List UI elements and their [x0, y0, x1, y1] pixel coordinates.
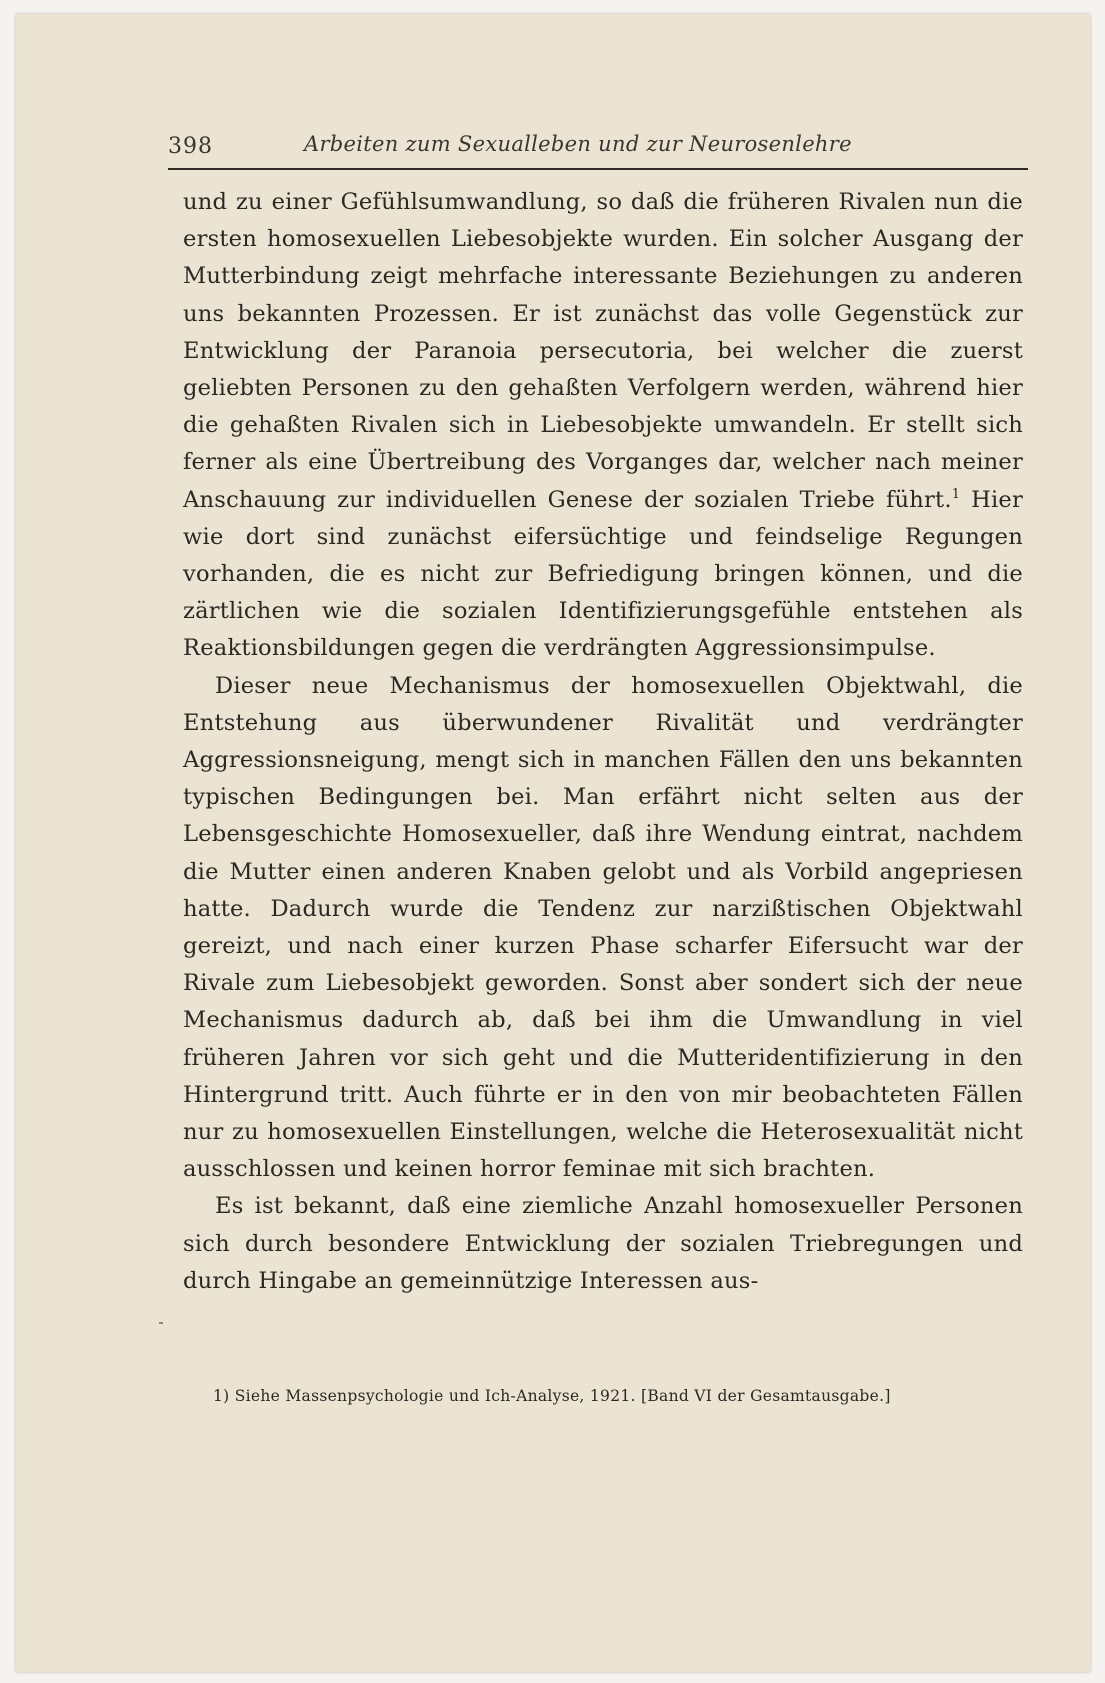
header-rule: [168, 168, 1028, 170]
paragraph-1-part-a: und zu einer Gefühlsumwandlung, so daß die früheren Rivalen nun die ersten homosexuellen Liebesobjekte wurden. Ein solcher Ausgang der Mutterbindung zeigt mehrfache interessante Beziehungen zu anderen uns bekannten Prozessen. Er ist zunächst das volle Gegenstück zur Entwicklung der Paranoia persecutoria, bei welcher die zuerst geliebten Personen zu den gehaßten Verfolgern werden, während hier die gehaßten Rivalen sich in Liebesobjekte umwandeln. Er stellt sich ferner als eine Übertreibung des Vorganges dar, welcher nach meiner Anschauung zur individuellen Genese der sozialen Triebe führt.: [183, 189, 1023, 513]
body-text: [183, 184, 1023, 1300]
page-header: [168, 128, 1028, 164]
footnote: 1) Siehe Massenpsychologie und Ich-Analyse, 1921. [Band VI der Gesamtausgabe.]: [213, 1387, 891, 1405]
paragraph-3: Es ist bekannt, daß eine ziemliche Anzahl homosexueller Personen sich durch besondere Entwicklung der sozialen Triebregungen und durch Hingabe an gemeinnützige Interessen aus-: [183, 1193, 1023, 1294]
footnote-reference: 1: [951, 486, 961, 502]
page-number: 398: [168, 134, 213, 159]
running-title: Arbeiten zum Sexualleben und zur Neurosenlehre: [304, 132, 852, 156]
margin-mark: [159, 1322, 163, 1324]
paragraph-1: [183, 184, 1023, 668]
paragraph-1-part-b: Hier wie dort sind zunächst eifersüchtige und feindselige Regungen vorhanden, die es nicht zur Befriedigung bringen können, und die zärtlichen wie die sozialen Identifizierungsgefühle entstehen als Reaktionsbildungen gegen die verdrängten Aggressionsimpulse.: [183, 486, 1023, 662]
paragraph-2: Dieser neue Mechanismus der homosexuellen Objektwahl, die Entstehung aus überwundener Rivalität und verdrängter Aggressionsneigung, mengt sich in manchen Fällen den uns bekannten typischen Bedingungen bei. Man erfährt nicht selten aus der Lebensgeschichte Homosexueller, daß ihre Wendung eintrat, nachdem die Mutter einen anderen Knaben gelobt und als Vorbild angepriesen hatte. Dadurch wurde die Tendenz zur narzißtischen Objektwahl gereizt, und nach einer kurzen Phase scharfer Eifersucht war der Rivale zum Liebesobjekt geworden. Sonst aber sondert sich der neue Mechanismus dadurch ab, daß bei ihm die Umwandlung in viel früheren Jahren vor sich geht und die Mutteridentifizierung in den Hintergrund tritt. Auch führte er in den von mir beobachteten Fällen nur zu homosexuellen Einstellungen, welche die Heterosexualität nicht ausschlossen und keinen horror feminae mit sich brachten.: [183, 672, 1023, 1183]
